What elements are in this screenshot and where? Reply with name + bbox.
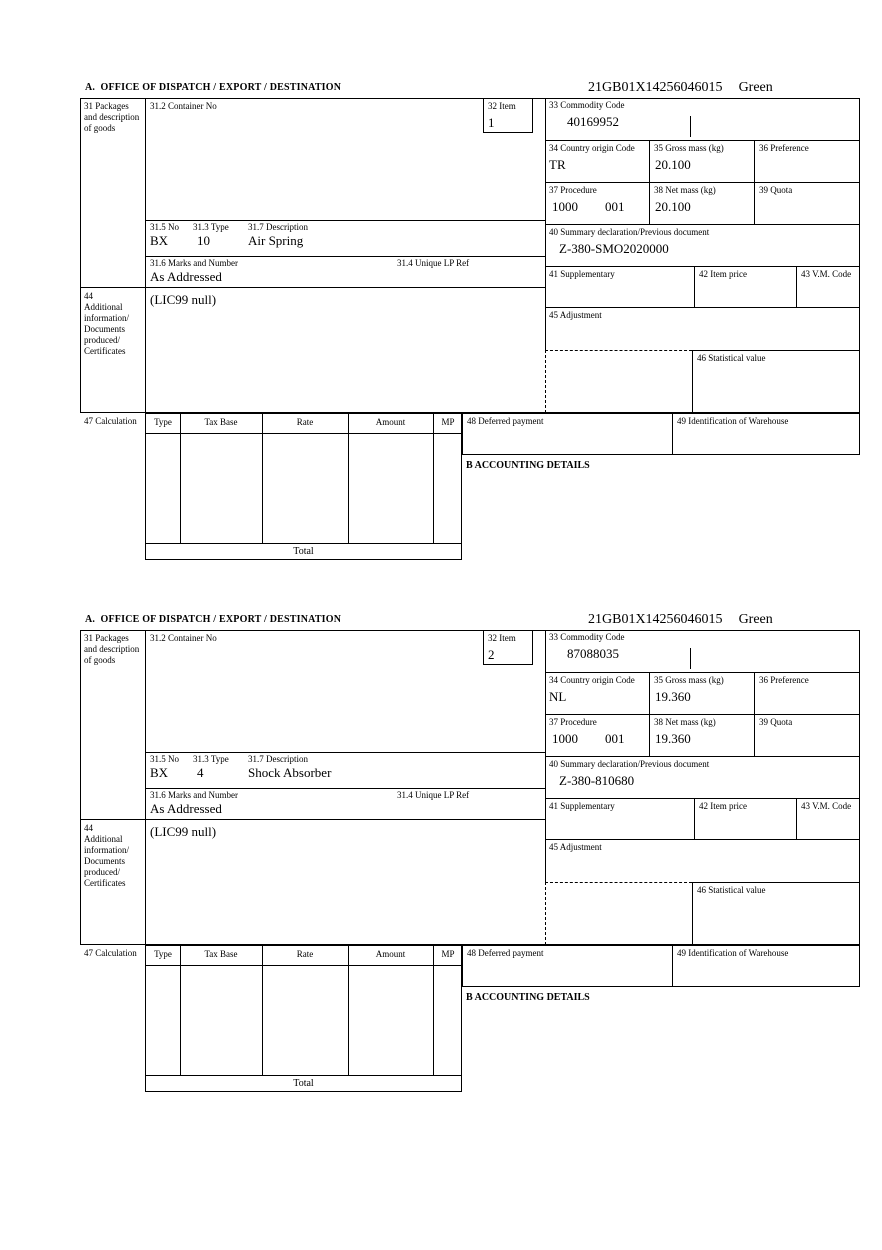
box-35-label: 35 Gross mass (kg) xyxy=(654,675,724,685)
net-mass-value: 20.100 xyxy=(655,199,691,214)
procedure-code-2-value: 001 xyxy=(605,731,625,746)
summary-declaration-value: Z-380-SMO2020000 xyxy=(559,241,669,256)
additional-info-value: (LIC99 null) xyxy=(150,824,217,839)
calculation-header-divider xyxy=(145,965,462,966)
box-48-label: 48 Deferred payment xyxy=(467,416,544,426)
commodity-subdivision-tick xyxy=(690,648,691,669)
calculation-total-divider xyxy=(145,543,462,544)
calculation-total-label: Total xyxy=(293,1078,314,1089)
col-header-tax-base: Tax Base xyxy=(204,417,238,427)
box-40-label: 40 Summary declaration/Previous document xyxy=(549,227,710,237)
box-40-summary-declaration xyxy=(545,757,860,799)
box-43-vm-code xyxy=(797,267,860,308)
box-43-label: 43 V.M. Code xyxy=(801,269,852,279)
box-44-label xyxy=(84,291,144,357)
box-49-warehouse xyxy=(673,413,860,455)
marks-value: As Addressed xyxy=(150,269,222,284)
box-49-warehouse xyxy=(673,945,860,987)
box-41-supplementary xyxy=(545,799,695,840)
box-31-2-label: 31.2 Container No xyxy=(150,101,217,111)
routing-status: Green xyxy=(738,612,773,627)
box-44-number: 44 xyxy=(84,291,93,301)
box-31-7-label: 31.7 Description xyxy=(248,754,308,764)
commodity-code-value: 87088035 xyxy=(567,646,619,661)
box-37-procedure xyxy=(545,183,650,225)
box-31-5-label: 31.5 No xyxy=(150,222,179,232)
box-36-preference xyxy=(755,673,860,715)
commodity-code-value: 40169952 xyxy=(567,114,619,129)
marks-row-divider xyxy=(145,256,545,257)
calculation-col-divider-4 xyxy=(433,413,434,543)
box-35-label: 35 Gross mass (kg) xyxy=(654,143,724,153)
box-31-3-label: 31.3 Type xyxy=(193,754,229,764)
box-44-number: 44 xyxy=(84,823,93,833)
box-47-label: 47 Calculation xyxy=(84,948,137,958)
box-31-5-label: 31.5 No xyxy=(150,754,179,764)
sad-continuation-copy xyxy=(0,80,882,612)
box-37-label: 37 Procedure xyxy=(549,185,597,195)
box-31-6-label: 31.6 Marks and Number xyxy=(150,258,238,268)
box-42-item-price xyxy=(695,267,797,308)
box-38-label: 38 Net mass (kg) xyxy=(654,185,716,195)
box-45-adjustment xyxy=(545,840,860,882)
box-32-label: 32 Item xyxy=(488,633,516,643)
box-39-label: 39 Quota xyxy=(759,185,793,195)
adjustment-dashed-divider xyxy=(545,882,692,883)
box-36-label: 36 Preference xyxy=(759,143,809,153)
item-number-value: 1 xyxy=(488,115,495,130)
box-35-gross-mass xyxy=(650,673,755,715)
box-34-label: 34 Country origin Code xyxy=(549,675,635,685)
calculation-total-label: Total xyxy=(293,546,314,557)
box-40-summary-declaration xyxy=(545,225,860,267)
box-44-text: Additional information/ Documents produced/ Certificates xyxy=(84,834,129,888)
section-b-title: B ACCOUNTING DETAILS xyxy=(466,992,590,1003)
box-44-text: Additional information/ Documents produced/ Certificates xyxy=(84,302,129,356)
packages-row-divider xyxy=(145,220,545,221)
box-41-supplementary xyxy=(545,267,695,308)
reference-line xyxy=(588,80,773,96)
box-37-label: 37 Procedure xyxy=(549,717,597,727)
procedure-code-2-value: 001 xyxy=(605,199,625,214)
packages-type-value: 10 xyxy=(197,233,210,248)
box-42-label: 42 Item price xyxy=(699,801,747,811)
box-47-label: 47 Calculation xyxy=(84,416,137,426)
box-42-label: 42 Item price xyxy=(699,269,747,279)
calculation-col-divider-2 xyxy=(262,413,263,543)
box-35-gross-mass xyxy=(650,141,755,183)
col-header-type: Type xyxy=(154,417,172,427)
net-mass-value: 19.360 xyxy=(655,731,691,746)
box-39-label: 39 Quota xyxy=(759,717,793,727)
procedure-values xyxy=(545,199,649,214)
box-39-quota xyxy=(755,183,860,225)
box-48-label: 48 Deferred payment xyxy=(467,948,544,958)
box-46-label: 46 Statistical value xyxy=(697,353,766,363)
additional-info-value: (LIC99 null) xyxy=(150,292,217,307)
box-38-net-mass xyxy=(650,715,755,757)
calculation-table xyxy=(145,413,462,560)
box-32-item xyxy=(483,98,533,133)
box-34-country-origin xyxy=(545,141,650,183)
packages-no-value: BX xyxy=(150,233,169,248)
additional-info-divider xyxy=(80,819,545,820)
box-45-label: 45 Adjustment xyxy=(549,842,602,852)
box-34-country-origin xyxy=(545,673,650,715)
calculation-col-divider-3 xyxy=(348,945,349,1075)
section-a-title: A. OFFICE OF DISPATCH / EXPORT / DESTINATION xyxy=(85,614,342,625)
box-43-label: 43 V.M. Code xyxy=(801,801,852,811)
packages-row-divider xyxy=(145,752,545,753)
box-45-adjustment xyxy=(545,308,860,350)
box-42-item-price xyxy=(695,799,797,840)
box-46-statistical-value xyxy=(692,882,860,945)
right-column-divider-dashed xyxy=(545,882,546,945)
calculation-header-divider xyxy=(145,433,462,434)
additional-info-divider xyxy=(80,287,545,288)
calculation-col-divider-3 xyxy=(348,413,349,543)
routing-status: Green xyxy=(738,80,773,95)
col-header-rate: Rate xyxy=(296,949,314,959)
box-37-procedure xyxy=(545,715,650,757)
col-header-rate: Rate xyxy=(296,417,314,427)
adjustment-dashed-divider xyxy=(545,350,692,351)
calculation-col-divider-2 xyxy=(262,945,263,1075)
calculation-col-divider-1 xyxy=(180,413,181,543)
box-31-4-label: 31.4 Unique LP Ref xyxy=(397,790,470,800)
packages-type-value: 4 xyxy=(197,765,204,780)
commodity-subdivision-tick xyxy=(690,116,691,137)
box-44-label xyxy=(84,823,144,889)
movement-reference-number: 21GB01X14256046015 xyxy=(588,612,723,627)
col-header-amount: Amount xyxy=(375,949,406,959)
box-48-deferred-payment xyxy=(462,945,673,987)
country-origin-value: TR xyxy=(549,157,566,172)
procedure-values xyxy=(545,731,649,746)
packages-no-value: BX xyxy=(150,765,169,780)
marks-value: As Addressed xyxy=(150,801,222,816)
col-header-type: Type xyxy=(154,949,172,959)
box-46-label: 46 Statistical value xyxy=(697,885,766,895)
goods-description-value: Shock Absorber xyxy=(248,765,332,780)
box-41-label: 41 Supplementary xyxy=(549,801,615,811)
box-33-label: 33 Commodity Code xyxy=(549,632,625,642)
box-43-vm-code xyxy=(797,799,860,840)
box-36-preference xyxy=(755,141,860,183)
box-48-deferred-payment xyxy=(462,413,673,455)
box-49-label: 49 Identification of Warehouse xyxy=(677,416,789,426)
country-origin-value: NL xyxy=(549,689,567,704)
box-33-commodity xyxy=(545,98,860,141)
box-38-net-mass xyxy=(650,183,755,225)
col-header-amount: Amount xyxy=(375,417,406,427)
box-46-statistical-value xyxy=(692,350,860,413)
box-31-label: 31 Packages and description of goods xyxy=(84,101,140,133)
procedure-code-value: 1000 xyxy=(552,731,578,746)
box-40-label: 40 Summary declaration/Previous document xyxy=(549,759,710,769)
sad-continuation-copy xyxy=(0,612,882,1144)
item-number-value: 2 xyxy=(488,647,495,662)
box-34-label: 34 Country origin Code xyxy=(549,143,635,153)
col-header-mp: MP xyxy=(441,949,455,959)
marks-row-divider xyxy=(145,788,545,789)
box-32-label: 32 Item xyxy=(488,101,516,111)
box-41-label: 41 Supplementary xyxy=(549,269,615,279)
summary-declaration-value: Z-380-810680 xyxy=(559,773,635,788)
gross-mass-value: 19.360 xyxy=(655,689,691,704)
gross-mass-value: 20.100 xyxy=(655,157,691,172)
reference-line xyxy=(588,612,773,628)
box-33-label: 33 Commodity Code xyxy=(549,100,625,110)
section-a-title: A. OFFICE OF DISPATCH / EXPORT / DESTINATION xyxy=(85,82,342,93)
box-36-label: 36 Preference xyxy=(759,675,809,685)
calculation-total-divider xyxy=(145,1075,462,1076)
box-31-label: 31 Packages and description of goods xyxy=(84,633,140,665)
section-b-title: B ACCOUNTING DETAILS xyxy=(466,460,590,471)
procedure-code-value: 1000 xyxy=(552,199,578,214)
box-31-3-label: 31.3 Type xyxy=(193,222,229,232)
box-31-2-label: 31.2 Container No xyxy=(150,633,217,643)
box-31-4-label: 31.4 Unique LP Ref xyxy=(397,258,470,268)
col-header-mp: MP xyxy=(441,417,455,427)
box-38-label: 38 Net mass (kg) xyxy=(654,717,716,727)
box-32-item xyxy=(483,630,533,665)
box-49-label: 49 Identification of Warehouse xyxy=(677,948,789,958)
box-33-commodity xyxy=(545,630,860,673)
movement-reference-number: 21GB01X14256046015 xyxy=(588,80,723,95)
calculation-col-divider-1 xyxy=(180,945,181,1075)
calculation-col-divider-4 xyxy=(433,945,434,1075)
col-header-tax-base: Tax Base xyxy=(204,949,238,959)
goods-description-value: Air Spring xyxy=(248,233,304,248)
right-column-divider-dashed xyxy=(545,350,546,413)
box-45-label: 45 Adjustment xyxy=(549,310,602,320)
box-39-quota xyxy=(755,715,860,757)
calculation-table xyxy=(145,945,462,1092)
box-31-7-label: 31.7 Description xyxy=(248,222,308,232)
box-31-6-label: 31.6 Marks and Number xyxy=(150,790,238,800)
